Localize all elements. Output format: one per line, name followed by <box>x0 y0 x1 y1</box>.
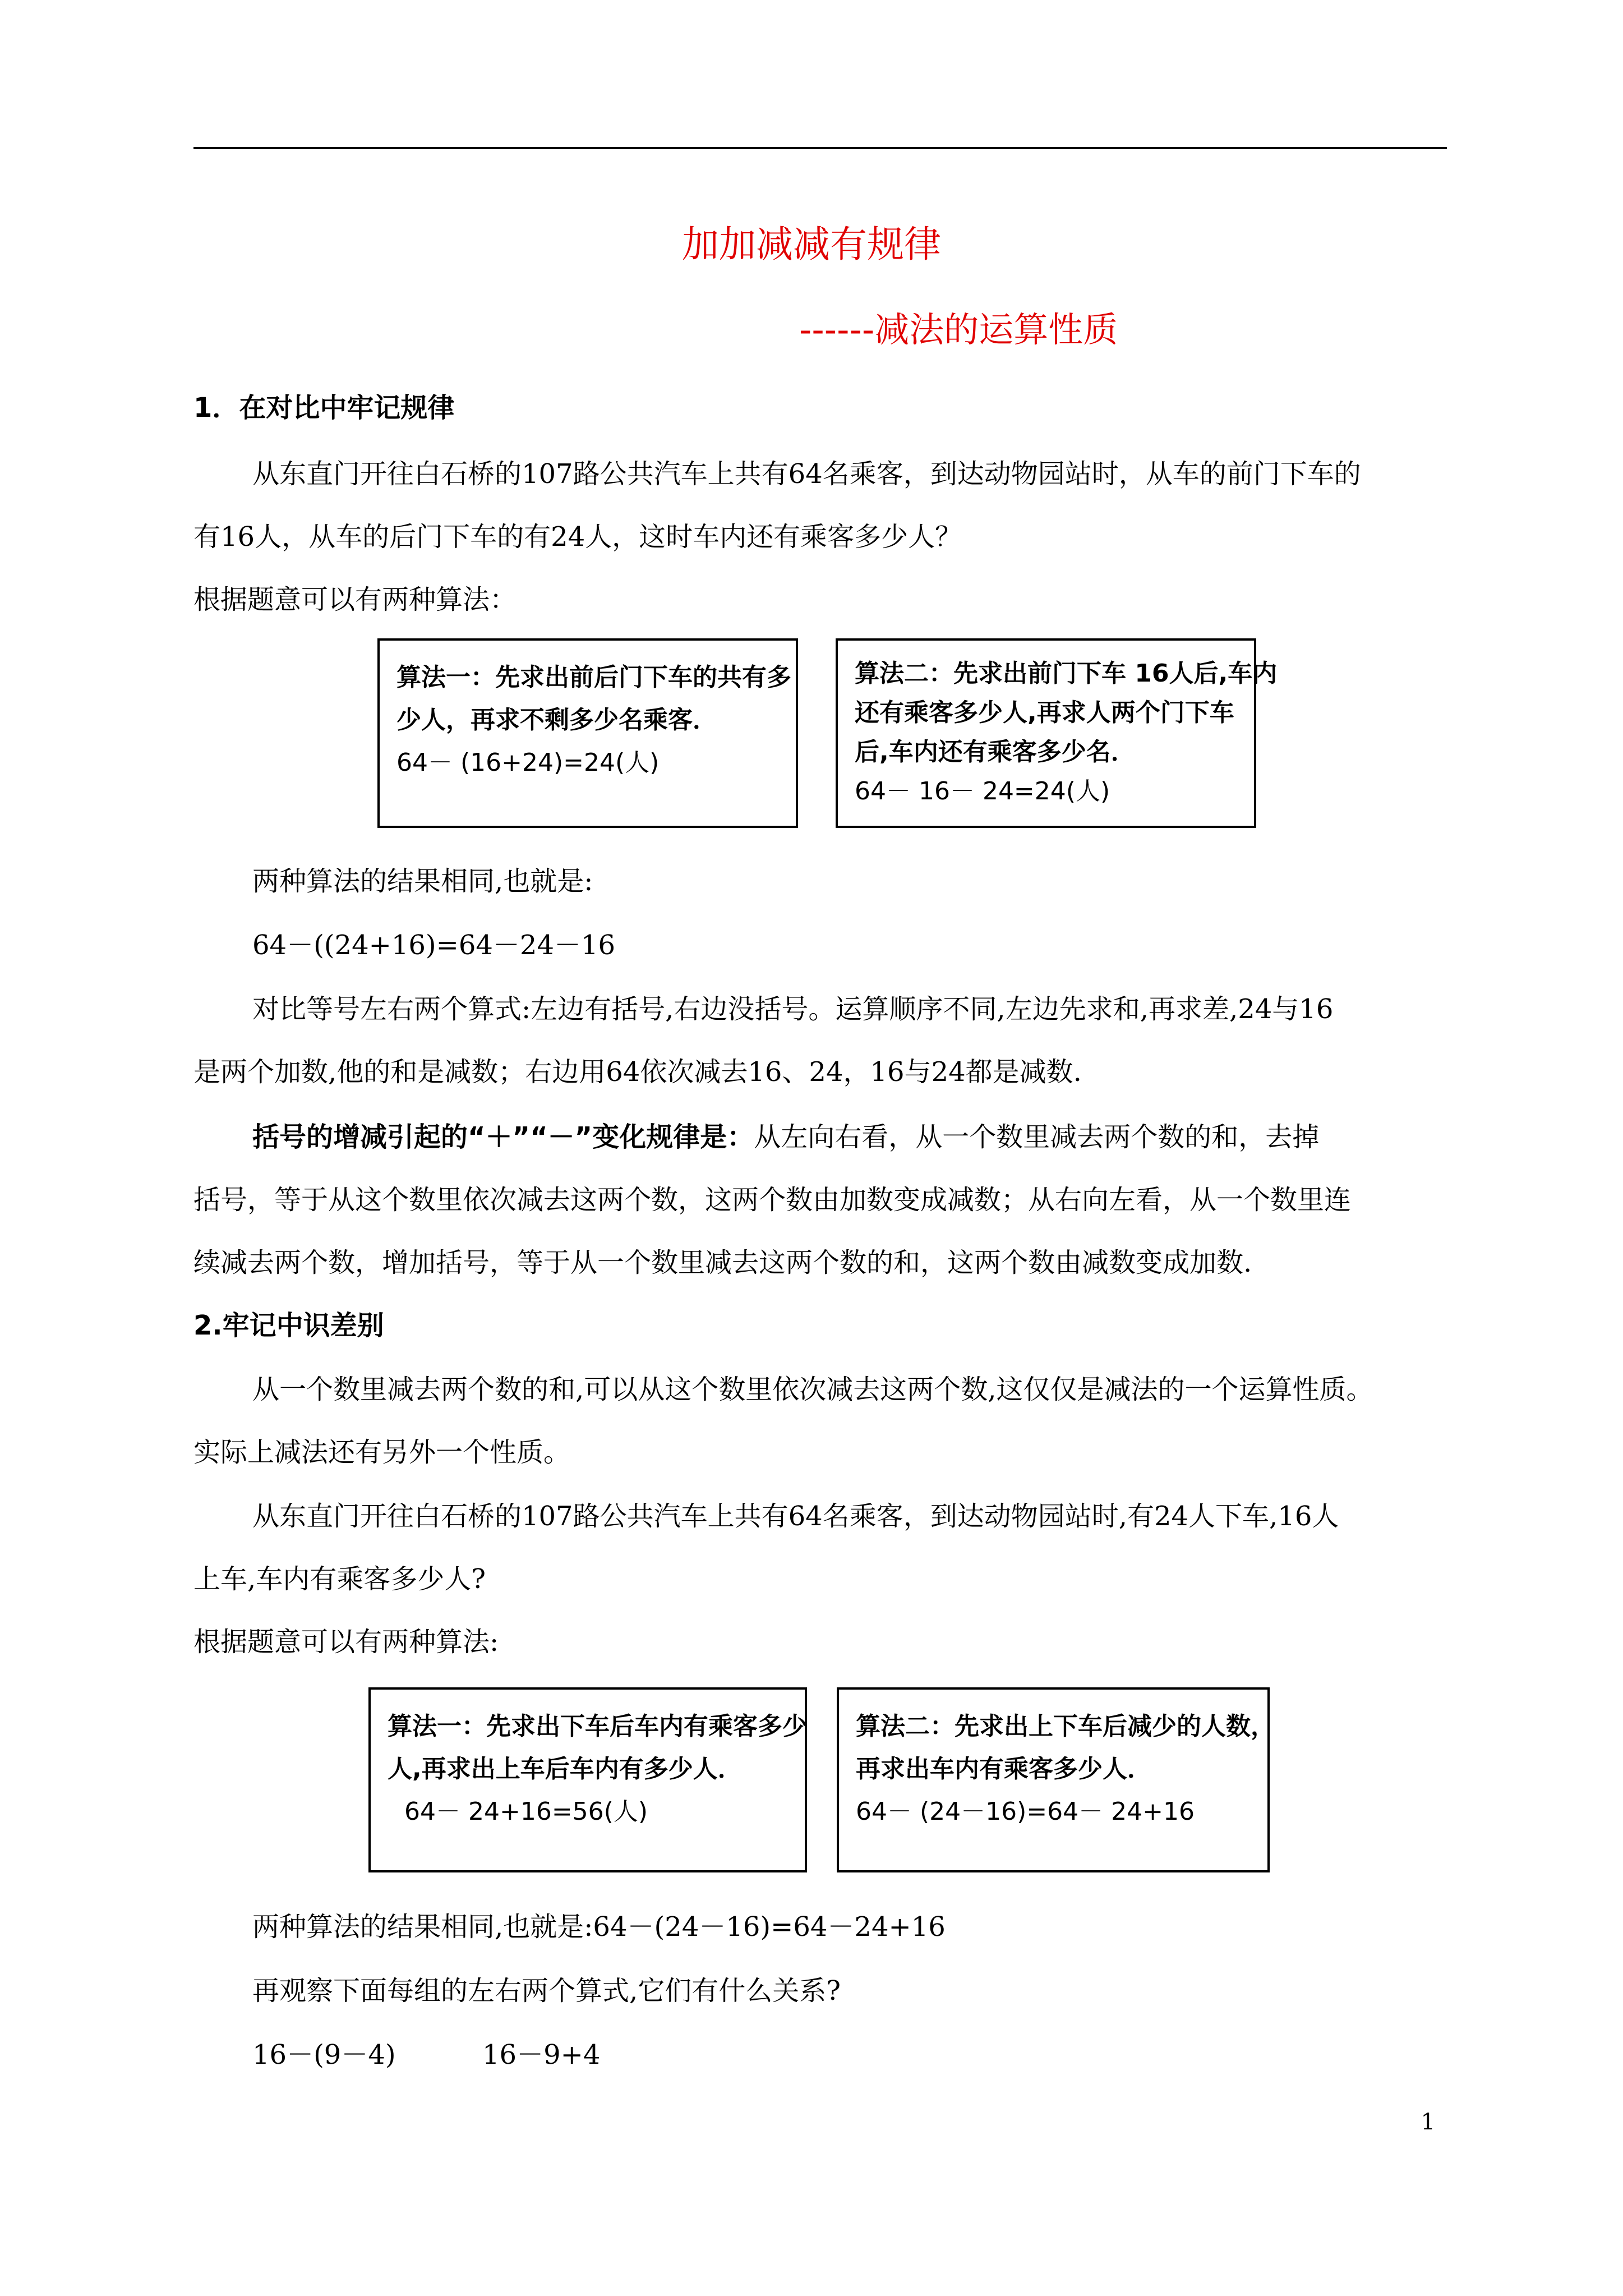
section2-paragraph-line2: 实际上减法还有另外一个性质。 <box>193 1437 571 1468</box>
section1-intro: 根据题意可以有两种算法： <box>193 584 517 615</box>
page-title: 加加减减有规律 <box>682 223 941 266</box>
method2-line1: 算法二：先求出前门下车 16人后,车内 <box>855 659 1278 688</box>
section1-rule-line2: 括号，等于从这个数里依次减去这两个数，这两个数由加数变成减数；从右向左看，从一个数里连 <box>193 1184 1352 1216</box>
section2-intro: 根据题意可以有两种算法: <box>193 1626 499 1658</box>
rule-bold-lead: 括号的增减引起的“＋”“－”变化规律是： <box>252 1121 754 1153</box>
section1-equation: 64－((24+16)=64－24－16 <box>252 930 616 961</box>
method2-line2: 还有乘客多少人,再求人两个门下车 <box>855 698 1234 727</box>
section2-method2-box <box>837 1687 1275 1872</box>
section1-rule-line1 <box>252 1115 1319 1154</box>
section1-paragraph-line1: 从东直门开往白石桥的107路公共汽车上共有64名乘客，到达动物园站时，从车的前门下车的 <box>252 458 1361 490</box>
method1-formula: 64－ 24+16=56(人) <box>404 1797 648 1826</box>
page-subtitle: ------减法的运算性质 <box>799 309 1118 350</box>
header-rule <box>193 147 1447 149</box>
method2-formula: 64－ 16－ 24=24(人) <box>855 777 1110 806</box>
section2-problem-line2: 上车,车内有乘客多少人? <box>193 1563 486 1595</box>
method2-line2: 再求出车内有乘客多少人． <box>856 1755 1152 1783</box>
method2-line1: 算法二：先求出上下车后减少的人数， <box>856 1712 1275 1741</box>
page-number: 1 <box>1421 2109 1435 2135</box>
section1-compare-line1: 对比等号左右两个算式:左边有括号,右边没括号。运算顺序不同,左边先求和,再求差,24与16 <box>252 993 1334 1025</box>
method1-line1: 算法一：先求出前后门下车的共有多 <box>396 663 791 692</box>
section2-problem-line1: 从东直门开往白石桥的107路公共汽车上共有64名乘客，到达动物园站时,有24人下车,16人 <box>252 1501 1339 1532</box>
section1-method1-box <box>377 638 798 828</box>
method1-line2: 少人，再求不剩多少名乘客． <box>396 706 717 734</box>
section2-pair-left: 16－(9－4) <box>252 2039 396 2070</box>
section1-method2-box <box>836 638 1278 828</box>
section2-same-result: 两种算法的结果相同,也就是:64－(24－16)=64－24+16 <box>252 1911 946 1943</box>
section2-observe: 再观察下面每组的左右两个算式,它们有什么关系? <box>252 1975 841 2007</box>
method1-line1: 算法一：先求出下车后车内有乘客多少 <box>388 1712 807 1741</box>
method2-formula: 64－ (24－16)=64－ 24+16 <box>856 1797 1195 1826</box>
method1-line2: 人,再求出上车后车内有多少人． <box>388 1755 743 1783</box>
section2-method1-box <box>368 1687 807 1872</box>
section2-pair-right: 16－9+4 <box>482 2039 601 2070</box>
section1-paragraph-line2: 有16人，从车的后门下车的有24人，这时车内还有乘客多少人？ <box>193 521 962 553</box>
section2-paragraph-line1: 从一个数里减去两个数的和,可以从这个数里依次减去这两个数,这仅仅是减法的一个运算性质。 <box>252 1374 1373 1405</box>
section1-heading: 1．在对比中牢记规律 <box>193 392 455 424</box>
method2-line3: 后,车内还有乘客多少名． <box>855 738 1136 766</box>
section1-same-result: 两种算法的结果相同,也就是: <box>252 866 593 897</box>
rule-text: 从左向右看，从一个数里减去两个数的和，去掉 <box>754 1121 1320 1153</box>
section1-rule-line3: 续减去两个数，增加括号，等于从一个数里减去这两个数的和，这两个数由减数变成加数. <box>193 1247 1252 1278</box>
method1-formula: 64－ (16+24)=24(人) <box>396 748 660 777</box>
section2-heading: 2.牢记中识差别 <box>193 1310 384 1341</box>
section1-compare-line2: 是两个加数,他的和是减数；右边用64依次减去16、24，16与24都是减数. <box>193 1056 1082 1088</box>
